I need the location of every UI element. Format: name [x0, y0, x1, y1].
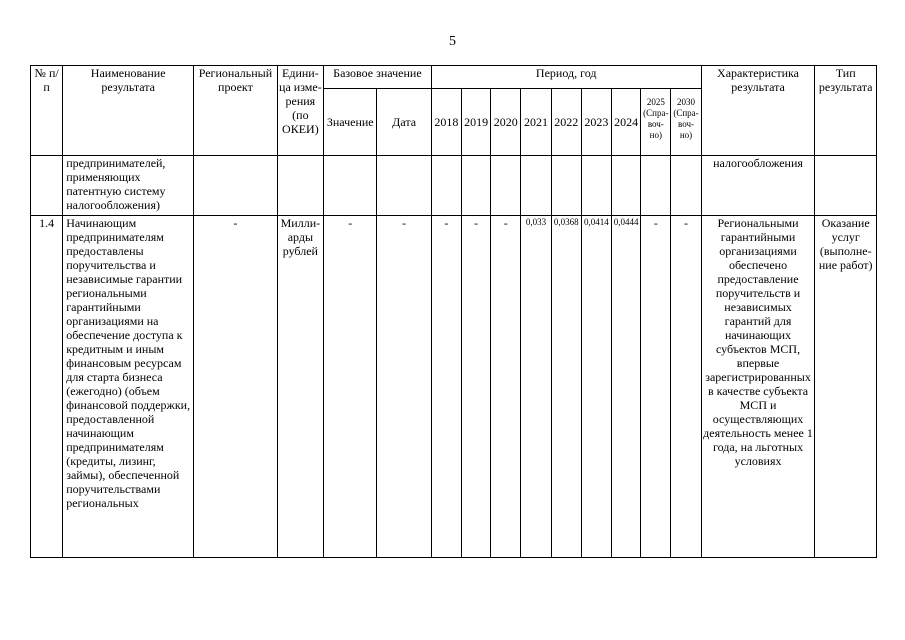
header-unit: Едини-ца изме-рения (по ОКЕИ): [277, 66, 323, 156]
header-year-2021: 2021: [521, 89, 551, 156]
row-2030: -: [671, 216, 701, 558]
header-base-date: Дата: [377, 89, 431, 156]
header-year-2024: 2024: [612, 89, 641, 156]
header-type: Тип результата: [815, 66, 877, 156]
page-number: 5: [449, 34, 456, 49]
header-period: Период, год: [431, 66, 701, 89]
header-year-2023: 2023: [581, 89, 611, 156]
row-name: Начинающим предпринимателям предоставлены поручительства и независимые гарантии региональными гарантийными организациями на обеспечение доступа к кредитным и иным финансовым ресурсам для старта бизнеса (ежегодно) (объем финансовой поддержки, предоставленной начинающим предпринимателям (кредиты, лизинг, займы), обеспеченной поручительствами региональных: [63, 216, 194, 558]
header-project: Региональный проект: [194, 66, 278, 156]
header-year-2030: 2030 (Спра-воч-но): [671, 89, 701, 156]
header-year-2020: 2020: [491, 89, 521, 156]
row-cont-name: предпринимателей, применяющих патентную систему налогообложения): [63, 156, 194, 216]
header-year-2025: 2025 (Спра-воч-но): [641, 89, 671, 156]
header-num: № п/п: [31, 66, 63, 156]
row-project: -: [194, 216, 278, 558]
row-2022: 0,0368: [551, 216, 581, 558]
row-2019: -: [462, 216, 491, 558]
row-2023: 0,0414: [581, 216, 611, 558]
row-2025: -: [641, 216, 671, 558]
table-row: [31, 216, 877, 558]
header-year-2018: 2018: [431, 89, 461, 156]
row-2021: 0,033: [521, 216, 551, 558]
results-table: [30, 65, 877, 558]
table-row: [31, 156, 877, 216]
row-2024: 0,0444: [612, 216, 641, 558]
header-characteristic: Характеристика результата: [701, 66, 815, 156]
row-cont-characteristic: налогообложения: [701, 156, 815, 216]
row-type: Оказание услуг (выполне-ние работ): [815, 216, 877, 558]
row-2020: -: [491, 216, 521, 558]
header-base: Базовое значение: [324, 66, 432, 89]
header-base-value: Значение: [324, 89, 377, 156]
row-unit: Милли-арды рублей: [277, 216, 323, 558]
row-2018: -: [431, 216, 461, 558]
row-characteristic: Региональными гарантийными организациями обеспечено предоставление поручительств и независимых гарантий для начинающих субъектов МСП, впервые зарегистрированных в качестве субъекта МСП и осуществляющих деятельность менее 1 года, на льготных условиях: [701, 216, 815, 558]
header-year-2022: 2022: [551, 89, 581, 156]
header-year-2019: 2019: [462, 89, 491, 156]
row-base-date: -: [377, 216, 431, 558]
row-num: 1.4: [31, 216, 63, 558]
header-name: Наименование результата: [63, 66, 194, 156]
row-base-value: -: [324, 216, 377, 558]
header-row-1: [31, 66, 877, 89]
